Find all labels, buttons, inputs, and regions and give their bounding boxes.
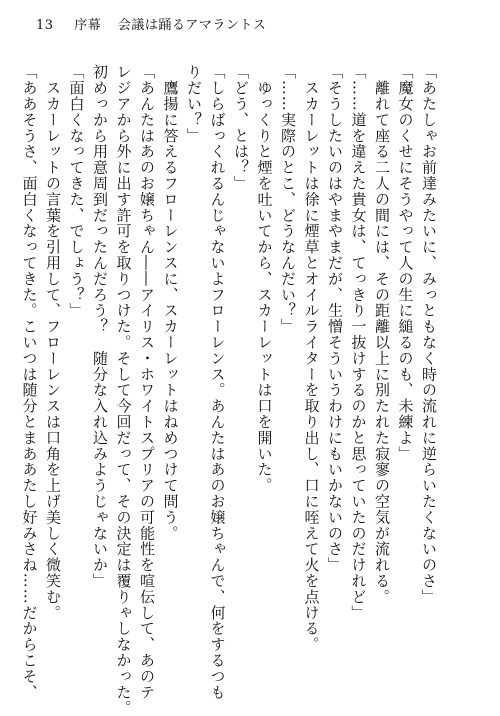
text-line: 「……実際のとこ、どうなんだい？」 [279,64,297,335]
text-line: 鷹揚に答えるフローレンスに、スカーレットはねめつけて問う。 [161,64,180,541]
vertical-body-text [17,64,440,716]
running-header [36,14,266,33]
text-line: スカーレットの言葉を引用して、フローレンスは口角を上げ美しく微笑む。 [44,64,62,621]
text-line: 「そうしたいのはやまやまだが、生憎そういうわけにもいかないのさ」 [326,64,344,573]
text-line: スカーレットは徐に煙草とオイルライターを取り出し、口に咥えて火を点ける。 [302,64,321,653]
text-line: 「……道を違えた貴女は、てっきり一抜けするのかと思っていたのだけれど」 [349,64,368,621]
text-line: りだい？」 [185,64,203,144]
text-line: ゆっくりと煙を吐いてから、スカーレットは口を開いた。 [255,64,274,494]
chapter-title: 会議は踊るアマラントス [117,18,267,33]
text-line: 「あたしゃお前達みたいに、みっともなく時の流れに逆らいたくないのさ」 [420,64,438,605]
text-line: 「面白くなってきた、でしょう？」 [67,64,86,319]
text-line: レジアから外に出す許可を取りつけた。そして今回だって、その決定は覆りゃしなかった。 [114,64,133,716]
text-line: 「どう、とは？」 [232,64,250,192]
text-line: 初めっから用意周到だったんだろう？ 随分な入れ込みようじゃないか」 [91,64,109,589]
text-line: 離れて座る二人の間には、その距離以上に別たれた寂寥の空気が流れる。 [373,64,391,605]
page-number: 13 [36,18,54,33]
text-line: 「ああそうさ、面白くなってきた。こいつは随分とまああたし好みさね……だからこそ、 [20,64,39,700]
chapter-label: 序幕 [74,18,102,33]
text-line: 「魔女のくせにそうやって人の生に縋るのも、未練よ」 [396,64,415,462]
text-line: 「しらばっくれるんじゃないよフローレンス。あんたはあのお嬢ちゃんで、何をするつも [208,64,227,700]
text-line: 「あんたはあのお嬢ちゃん――アイリス・ホワイトスプリアの可能性を喧伝して、あのテ [138,64,156,700]
